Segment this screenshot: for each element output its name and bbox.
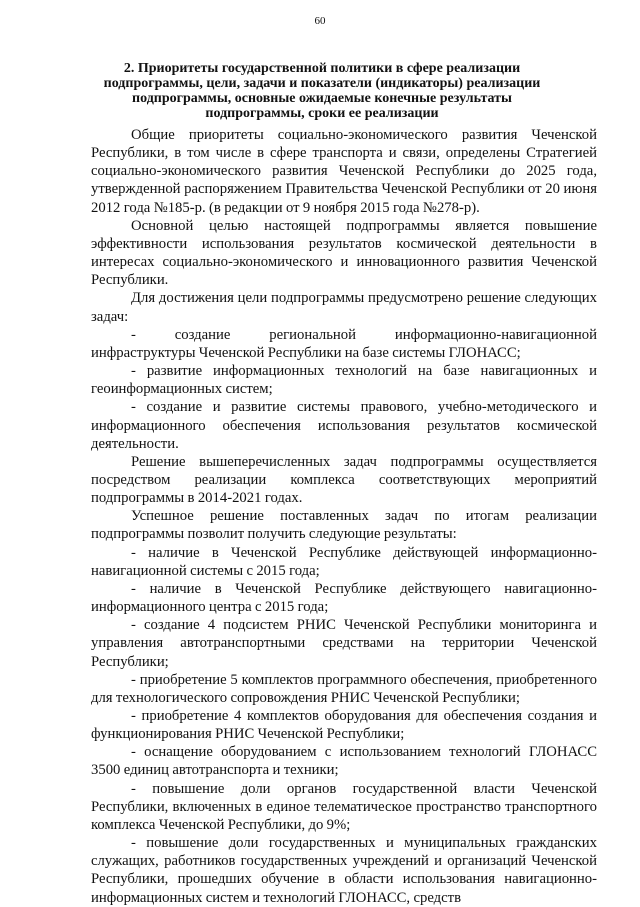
list-item-task-2: - развитие информационных технологий на базе навигационных и геоинформационных систем; [91,363,597,398]
paragraph-strategy: Общие приоритеты социально-экономического развития Чеченской Республики, в том числе в сфере транспорта и связи, определены Стратегией социально-экономического развития Чеченской Республики до 2025 года, утвержденной распоряжением Правительства Чеченской Республики от 20 июня 2012 года №185-р. (в редакции от 9 ноября 2015 года №278-р). [91,127,597,216]
list-item-result-4: - приобретение 5 комплектов программного обеспечения, приобретенного для технологического сопровождения РНИС Чеченской Республики; [91,671,597,706]
paragraph-tasks-intro: Для достижения цели подпрограммы предусмотрено решение следующих задач: [91,290,597,325]
paragraph-implementation: Решение вышеперечисленных задач подпрограммы осуществляется посредством реализации комплекса соответствующих мероприятий подпрограммы в 2014-2021 годах. [91,453,597,507]
list-item-result-3: - создание 4 подсистем РНИС Чеченской Республики мониторинга и управления автотранспортными средствами на территории Чеченской Республики; [91,617,597,670]
list-item-result-7: - повышение доли органов государственной власти Чеченской Республики, включенных в единое телематическое пространство транспортного комплекса Чеченской Республики, до 9%; [91,780,597,833]
page-number: 60 [314,15,326,27]
list-item-result-1: - наличие в Чеченской Республике действующей информационно-навигационной системы с 2015 года; [91,544,597,579]
list-item-result-8: - повышение доли государственных и муниципальных гражданских служащих, работников государственных учреждений и организаций Чеченской Республики, прошедших обучение в области использования навигационно-информационных систем и технологий ГЛОНАСС, средств [91,835,597,906]
list-item-result-2: - наличие в Чеченской Республике действующего навигационно-информационного центра с 2015 года; [91,580,597,616]
paragraph-goal: Основной целью настоящей подпрограммы является повышение эффективности использования результатов космической деятельности в интересах социально-экономического и инновационного развития Чеченской Республики. [91,217,597,289]
list-item-task-1: - создание региональной информационно-навигационной инфраструктуры Чеченской Республики на базе системы ГЛОНАСС; [91,326,597,361]
paragraph-results-intro: Успешное решение поставленных задач по итогам реализации подпрограммы позволит получить следующие результаты: [91,508,597,543]
list-item-result-5: - приобретение 4 комплектов оборудования для обеспечения создания и функционирования РНИС Чеченской Республики; [91,708,597,743]
list-item-result-6: - оснащение оборудованием с использованием технологий ГЛОНАСС 3500 единиц автотранспорта и техники; [91,744,597,779]
section-heading: 2. Приоритеты государственной политики в сфере реализации подпрограммы, цели, задачи и показатели (индикаторы) реализации подпрограммы, основные ожидаемые конечные результаты подпрограммы, сроки ее реализации [103,61,541,121]
document-body [91,126,597,907]
list-item-task-3: - создание и развитие системы правового, учебно-методического и информационного обеспечения использования результатов космической деятельности. [91,399,597,452]
